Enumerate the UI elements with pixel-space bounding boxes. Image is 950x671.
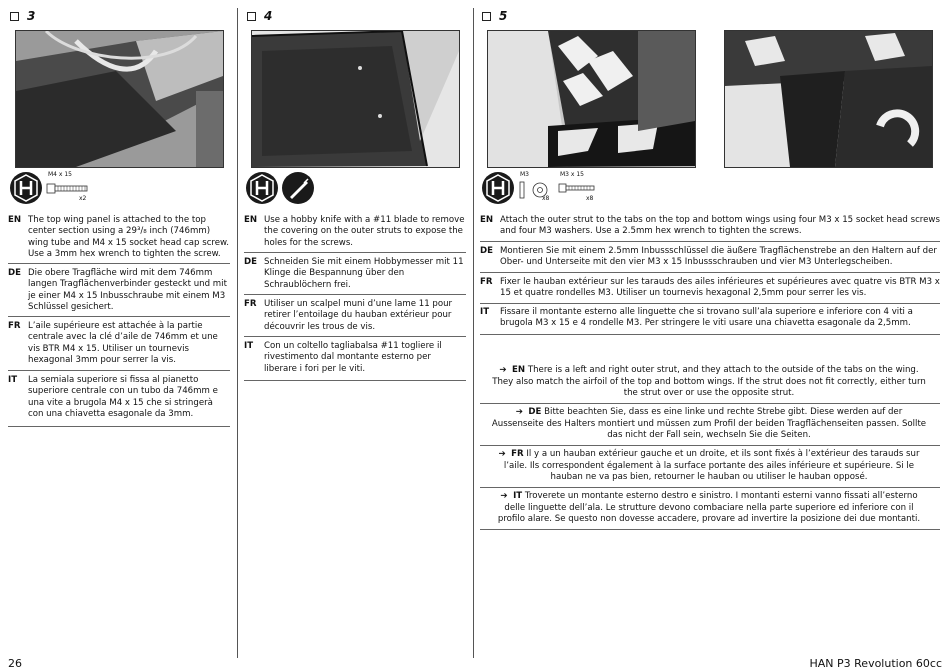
- washer-qty: x8: [542, 195, 550, 202]
- step-5-photo-left: [487, 30, 696, 168]
- screw-label: M3 x 15: [560, 171, 584, 178]
- divider: [244, 380, 466, 381]
- screw-label: M4 x 15: [48, 171, 72, 178]
- divider: [8, 426, 230, 427]
- washer-label: M3: [520, 171, 529, 178]
- step-checkbox[interactable]: [482, 12, 491, 21]
- hex-wrench-icon: [482, 172, 514, 204]
- screw-icon: [46, 181, 96, 201]
- step-number: 5: [499, 9, 508, 23]
- divider: [480, 241, 940, 242]
- manual-title: HAN P3 Revolution 60cc: [809, 657, 942, 670]
- step-checkbox[interactable]: [247, 12, 256, 21]
- step-4-header: [247, 9, 272, 23]
- step-5-header: [482, 9, 507, 23]
- page-number: 26: [8, 657, 22, 670]
- note-en: ➔ EN There is a left and right outer strut, and they attach to the outside of the tabs on the wing. They also match the airfoil of the top and bottom wings. If the strut does not fit correctly, either turn the strut over or use the opposite strut.: [492, 365, 926, 399]
- screw-icon: [558, 181, 608, 201]
- screw-qty: x8: [586, 195, 594, 202]
- m4-screw-part: [46, 172, 96, 204]
- divider: [244, 294, 466, 295]
- divider: [8, 370, 230, 371]
- m3-screw-part: [558, 172, 608, 204]
- column-divider: [473, 8, 474, 658]
- divider: [480, 529, 940, 530]
- divider: [480, 487, 940, 488]
- step-5-parts: [482, 172, 608, 204]
- divider: [480, 403, 940, 404]
- note-it: ➔ IT Troverete un montante esterno destro e sinistro. I montanti esterni vanno fissati all’esterno delle linguette dell’ala. Le strutture devono combaciare nella parte superiore ed inferiore con il profilo alare. Se questo non dovesse accadere, provare ad invertire la posizione dei due montanti.: [497, 491, 921, 525]
- m3-washer-part: [518, 172, 554, 204]
- step-3-parts: [10, 172, 96, 204]
- divider: [480, 445, 940, 446]
- arrow-right-icon: ➔: [515, 407, 523, 417]
- step-4-tools: [246, 172, 314, 204]
- step-number: 3: [27, 9, 36, 23]
- note-de: ➔ DE Bitte beachten Sie, dass es eine linke und rechte Strebe gibt. Diese werden auf der Aussenseite des Halters montiert und müssen zum Profil der beiden Tragflächenseiten passen. Sollte das nicht der Fall sein, wechseln Sie die Seiten.: [491, 407, 927, 441]
- arrow-right-icon: ➔: [500, 491, 508, 501]
- divider: [480, 272, 940, 273]
- divider: [480, 334, 940, 335]
- note-fr: ➔ FR Il y a un hauban extérieur gauche et un droite, et ils sont fixés à l’extérieur des tarauds sur l’aile. Ils correspondent également à la surface portante des ailes inférieure et supérieure. Si le hauban ne va pas bien, retourner le hauban ou utiliser le hauban opposé.: [498, 449, 920, 483]
- hex-wrench-icon: [10, 172, 42, 204]
- step-number: 4: [264, 9, 273, 23]
- divider: [244, 336, 466, 337]
- divider: [480, 303, 940, 304]
- arrow-right-icon: ➔: [499, 365, 507, 375]
- step-3-header: [10, 9, 35, 23]
- step-5-photo-right: [724, 30, 933, 168]
- hex-wrench-icon: [246, 172, 278, 204]
- step-3-photo: [15, 30, 224, 168]
- hobby-knife-icon: [282, 172, 314, 204]
- divider: [8, 316, 230, 317]
- arrow-right-icon: ➔: [498, 449, 506, 459]
- screw-qty: x2: [79, 195, 87, 202]
- step-checkbox[interactable]: [10, 12, 19, 21]
- step-4-photo: [251, 30, 460, 168]
- column-divider: [237, 8, 238, 658]
- divider: [8, 263, 230, 264]
- divider: [244, 252, 466, 253]
